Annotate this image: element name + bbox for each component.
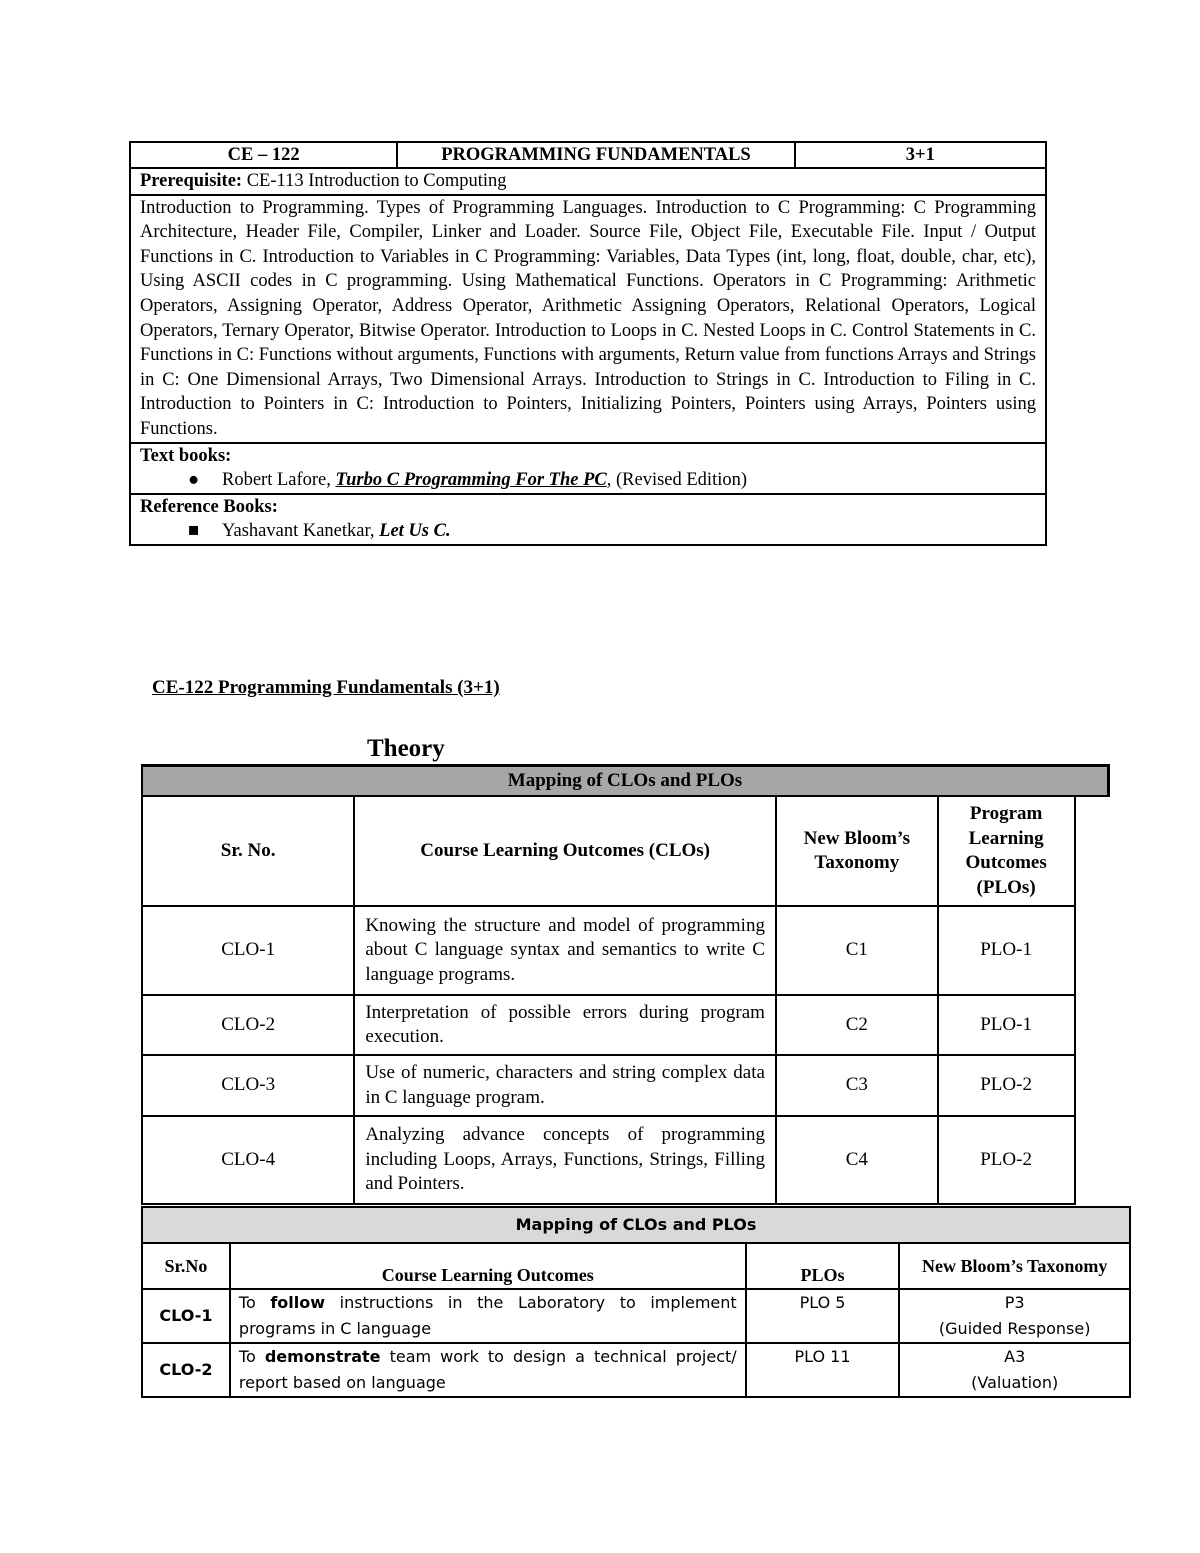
course-title: PROGRAMMING FUNDAMENTALS <box>397 142 794 168</box>
lab-table-title: Mapping of CLOs and PLOs <box>142 1207 1130 1243</box>
textbooks-list <box>140 468 1036 493</box>
theory-header-row <box>142 796 1109 906</box>
lab-mapping-table <box>141 1206 1131 1398</box>
theory-label: Theory <box>367 735 445 762</box>
textbook-title: Turbo C Programming For The PC <box>335 470 607 491</box>
list-item: ● Robert Lafore, Turbo C Programming For The PC, (Revised Edition) <box>170 468 1036 493</box>
prerequisite-label: Prerequisite: <box>140 171 243 191</box>
description-row <box>130 195 1046 443</box>
table-row: CLO-2 Interpretation of possible errors during program execution. C2 PLO-1 <box>142 995 1109 1055</box>
lab-title-row <box>142 1207 1130 1243</box>
header-sr-no: Sr. No. <box>142 796 354 906</box>
header-outcomes: Course Learning Outcomes <box>230 1243 746 1289</box>
bullet-icon: ■ <box>188 521 200 542</box>
theory-table-title: Mapping of CLOs and PLOs <box>142 766 1109 797</box>
header-bloom: New Bloom’s Taxonomy <box>899 1243 1130 1289</box>
table-row: CLO-3 Use of numeric, characters and string complex data in C language program. C3 PLO-2 <box>142 1055 1109 1116</box>
header-plos: PLOs <box>746 1243 900 1289</box>
bullet-icon: ● <box>188 470 200 491</box>
header-sr-no: Sr.No <box>142 1243 230 1289</box>
course-credits: 3+1 <box>795 142 1046 168</box>
theory-title-row <box>142 766 1109 797</box>
reference-title: Let Us C. <box>379 521 451 542</box>
prerequisite-row <box>130 168 1046 195</box>
header-bloom: New Bloom’s Taxonomy <box>776 796 938 906</box>
list-item: ■ Yashavant Kanetkar, Let Us C. <box>170 519 1036 544</box>
course-code: CE – 122 <box>130 142 397 168</box>
table-row: CLO-1 To follow instructions in the Laboratory to implement programs in C language PLO 5 P3 (Guided Response) <box>142 1289 1130 1343</box>
course-table <box>129 141 1047 546</box>
lab-header-row <box>142 1243 1130 1289</box>
theory-mapping-table <box>141 764 1110 1205</box>
table-row: CLO-2 To demonstrate team work to design a technical project/ report based on language PLO 11 A3 (Valuation) <box>142 1343 1130 1397</box>
course-header-row <box>130 142 1046 168</box>
course-description: Introduction to Programming. Types of Programming Languages. Introduction to C Programming: C Programming Architecture, Header File, Compiler, Linker and Loader. Source File, Object File, Executable File. Input / Output Functions in C. Introduction to Variables in C Programming: Variables, Data Types (int, long, float, double, char, etc), Using ASCII codes in C programming. Using Mathematical Functions. Operators in C Programming: Arithmetic Operators, Assigning Operator, Address Operator, Arithmetic Assigning Operators, Relational Operators, Logical Operators, Ternary Operator, Bitwise Operator. Introduction to Loops in C. Nested Loops in C. Control Statements in C. Functions in C: Functions without arguments, Functions with arguments, Return value from functions Arrays and Strings in C: One Dimensional Arrays, Two Dimensional Arrays. Introduction to Strings in C. Introduction to Filing in C. Introduction to Pointers in C: Introduction to Pointers, Initializing Pointers, Pointers using Arrays, Pointers using Functions. <box>130 195 1046 443</box>
header-plos: Program Learning Outcomes (PLOs) <box>938 796 1075 906</box>
reference-row <box>130 494 1046 545</box>
textbooks-row <box>130 443 1046 494</box>
section-heading: CE-122 Programming Fundamentals (3+1) <box>152 677 500 698</box>
table-row: CLO-1 Knowing the structure and model of programming about C language syntax and semantics to write C language programs. C1 PLO-1 <box>142 906 1109 995</box>
reference-label: Reference Books: <box>140 496 278 517</box>
table-row: CLO-4 Analyzing advance concepts of programming including Loops, Arrays, Functions, Strings, Filling and Pointers. C4 PLO-2 <box>142 1116 1109 1204</box>
textbooks-label: Text books: <box>140 445 232 466</box>
header-clos: Course Learning Outcomes (CLOs) <box>354 796 776 906</box>
prerequisite-value: CE-113 Introduction to Computing <box>242 171 507 191</box>
reference-list <box>140 519 1036 544</box>
